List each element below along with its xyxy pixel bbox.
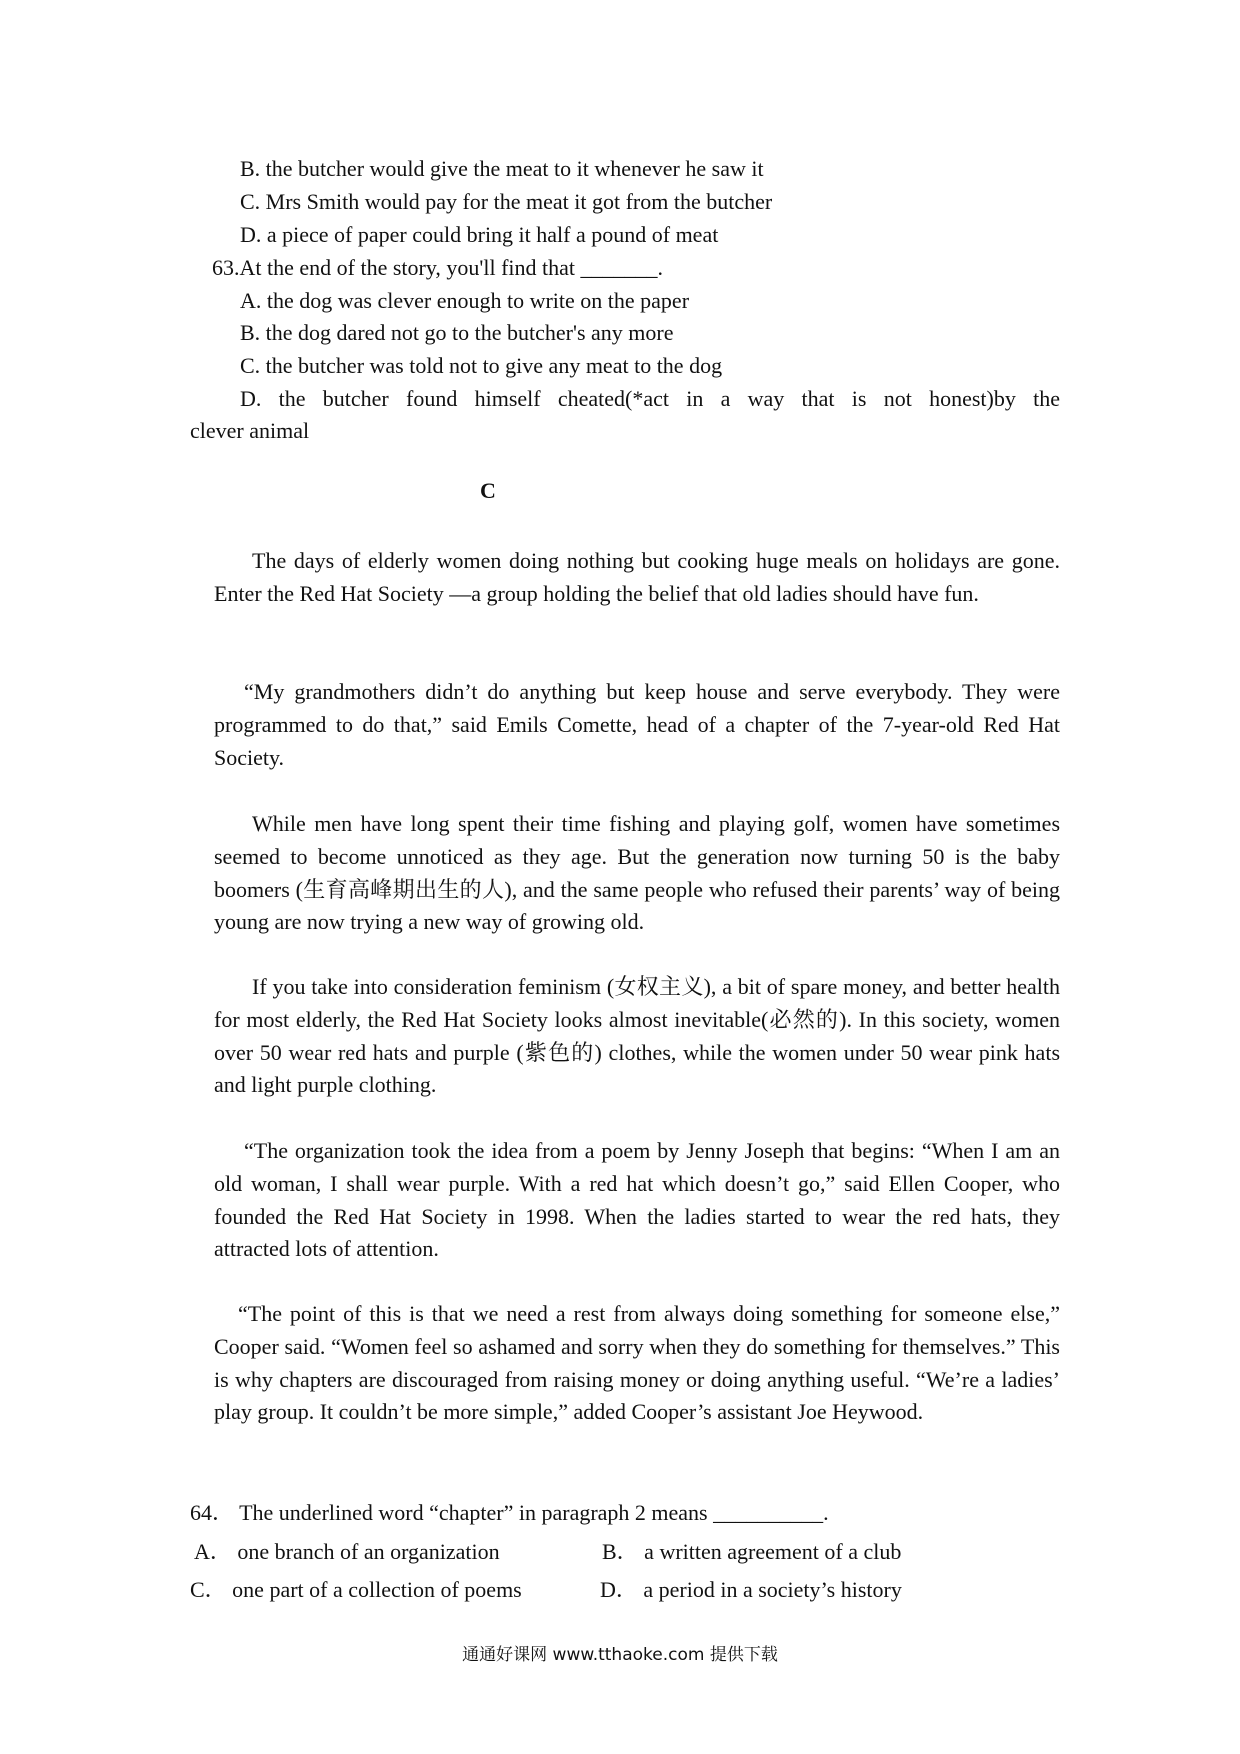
passage-paragraph-1: The days of elderly women doing nothing but cooking huge meals on holidays are gone. Enter the Red Hat Society —a group holding the belief that old ladies should have fun. [214,548,1060,606]
q62-option-b: B. the butcher would give the meat to it whenever he saw it [240,156,764,181]
q64-stem: 64． The underlined word “chapter” in paragraph 2 means __________. [190,1500,829,1525]
q63-option-b: B. the dog dared not go to the butcher's any more [240,320,674,345]
q63-option-a: A. the dog was clever enough to write on the paper [240,288,690,313]
passage-paragraph-3: While men have long spent their time fishing and playing golf, women have sometimes seemed to become unnoticed as they age. But the generation now turning 50 is the baby boomers (生育高峰期出生的人), and the same people who refused their parents’ way of being young are now trying a new way of growing old. [214,811,1060,935]
q63-option-c: C. the butcher was told not to give any meat to the dog [240,353,723,378]
q64-option-c: C． one part of a collection of poems [190,1577,522,1602]
section-heading: C [480,478,496,503]
q63-option-d-cont: clever animal [190,418,310,443]
q62-option-d: D. a piece of paper could bring it half a pound of meat [240,222,719,247]
q62-option-c: C. Mrs Smith would pay for the meat it got from the butcher [240,189,773,214]
passage-paragraph-6: “The point of this is that we need a rest from always doing something for someone else,” Cooper said. “Women feel so ashamed and sorry when they do something for themselves.” This is why chapters are discouraged from raising money or doing anything useful. “We’re a ladies’ play group. It couldn’t be more simple,” added Cooper’s assistant Joe Heywood. [214,1301,1060,1425]
q64-option-a: A． one branch of an organization [194,1539,500,1564]
footer-source: 通通好课网 www.tthaoke.com 提供下载 [462,1645,778,1665]
q63-option-d: D. the butcher found himself cheated(*act in a way that is not honest)by the [240,386,1060,411]
q64-option-d: D． a period in a society’s history [600,1577,902,1602]
q64-option-b: B． a written agreement of a club [602,1539,902,1564]
passage-paragraph-2: “My grandmothers didn’t do anything but keep house and serve everybody. They were programmed to do that,” said Emils Comette, head of a chapter of the 7-year-old Red Hat Society. [214,679,1060,770]
passage-paragraph-4: If you take into consideration feminism (女权主义), a bit of spare money, and better health for most elderly, the Red Hat Society looks almost inevitable(必然的). In this society, women over 50 wear red hats and purple (紫色的) clothes, while the women under 50 wear pink hats and light purple clothing. [214,974,1060,1098]
passage-paragraph-5: “The organization took the idea from a poem by Jenny Joseph that begins: “When I am an old woman, I shall wear purple. With a red hat which doesn’t go,” said Ellen Cooper, who founded the Red Hat Society in 1998. When the ladies started to wear the red hats, they attracted lots of attention. [214,1138,1060,1262]
q63-stem: 63.At the end of the story, you'll find that _______. [212,255,664,280]
